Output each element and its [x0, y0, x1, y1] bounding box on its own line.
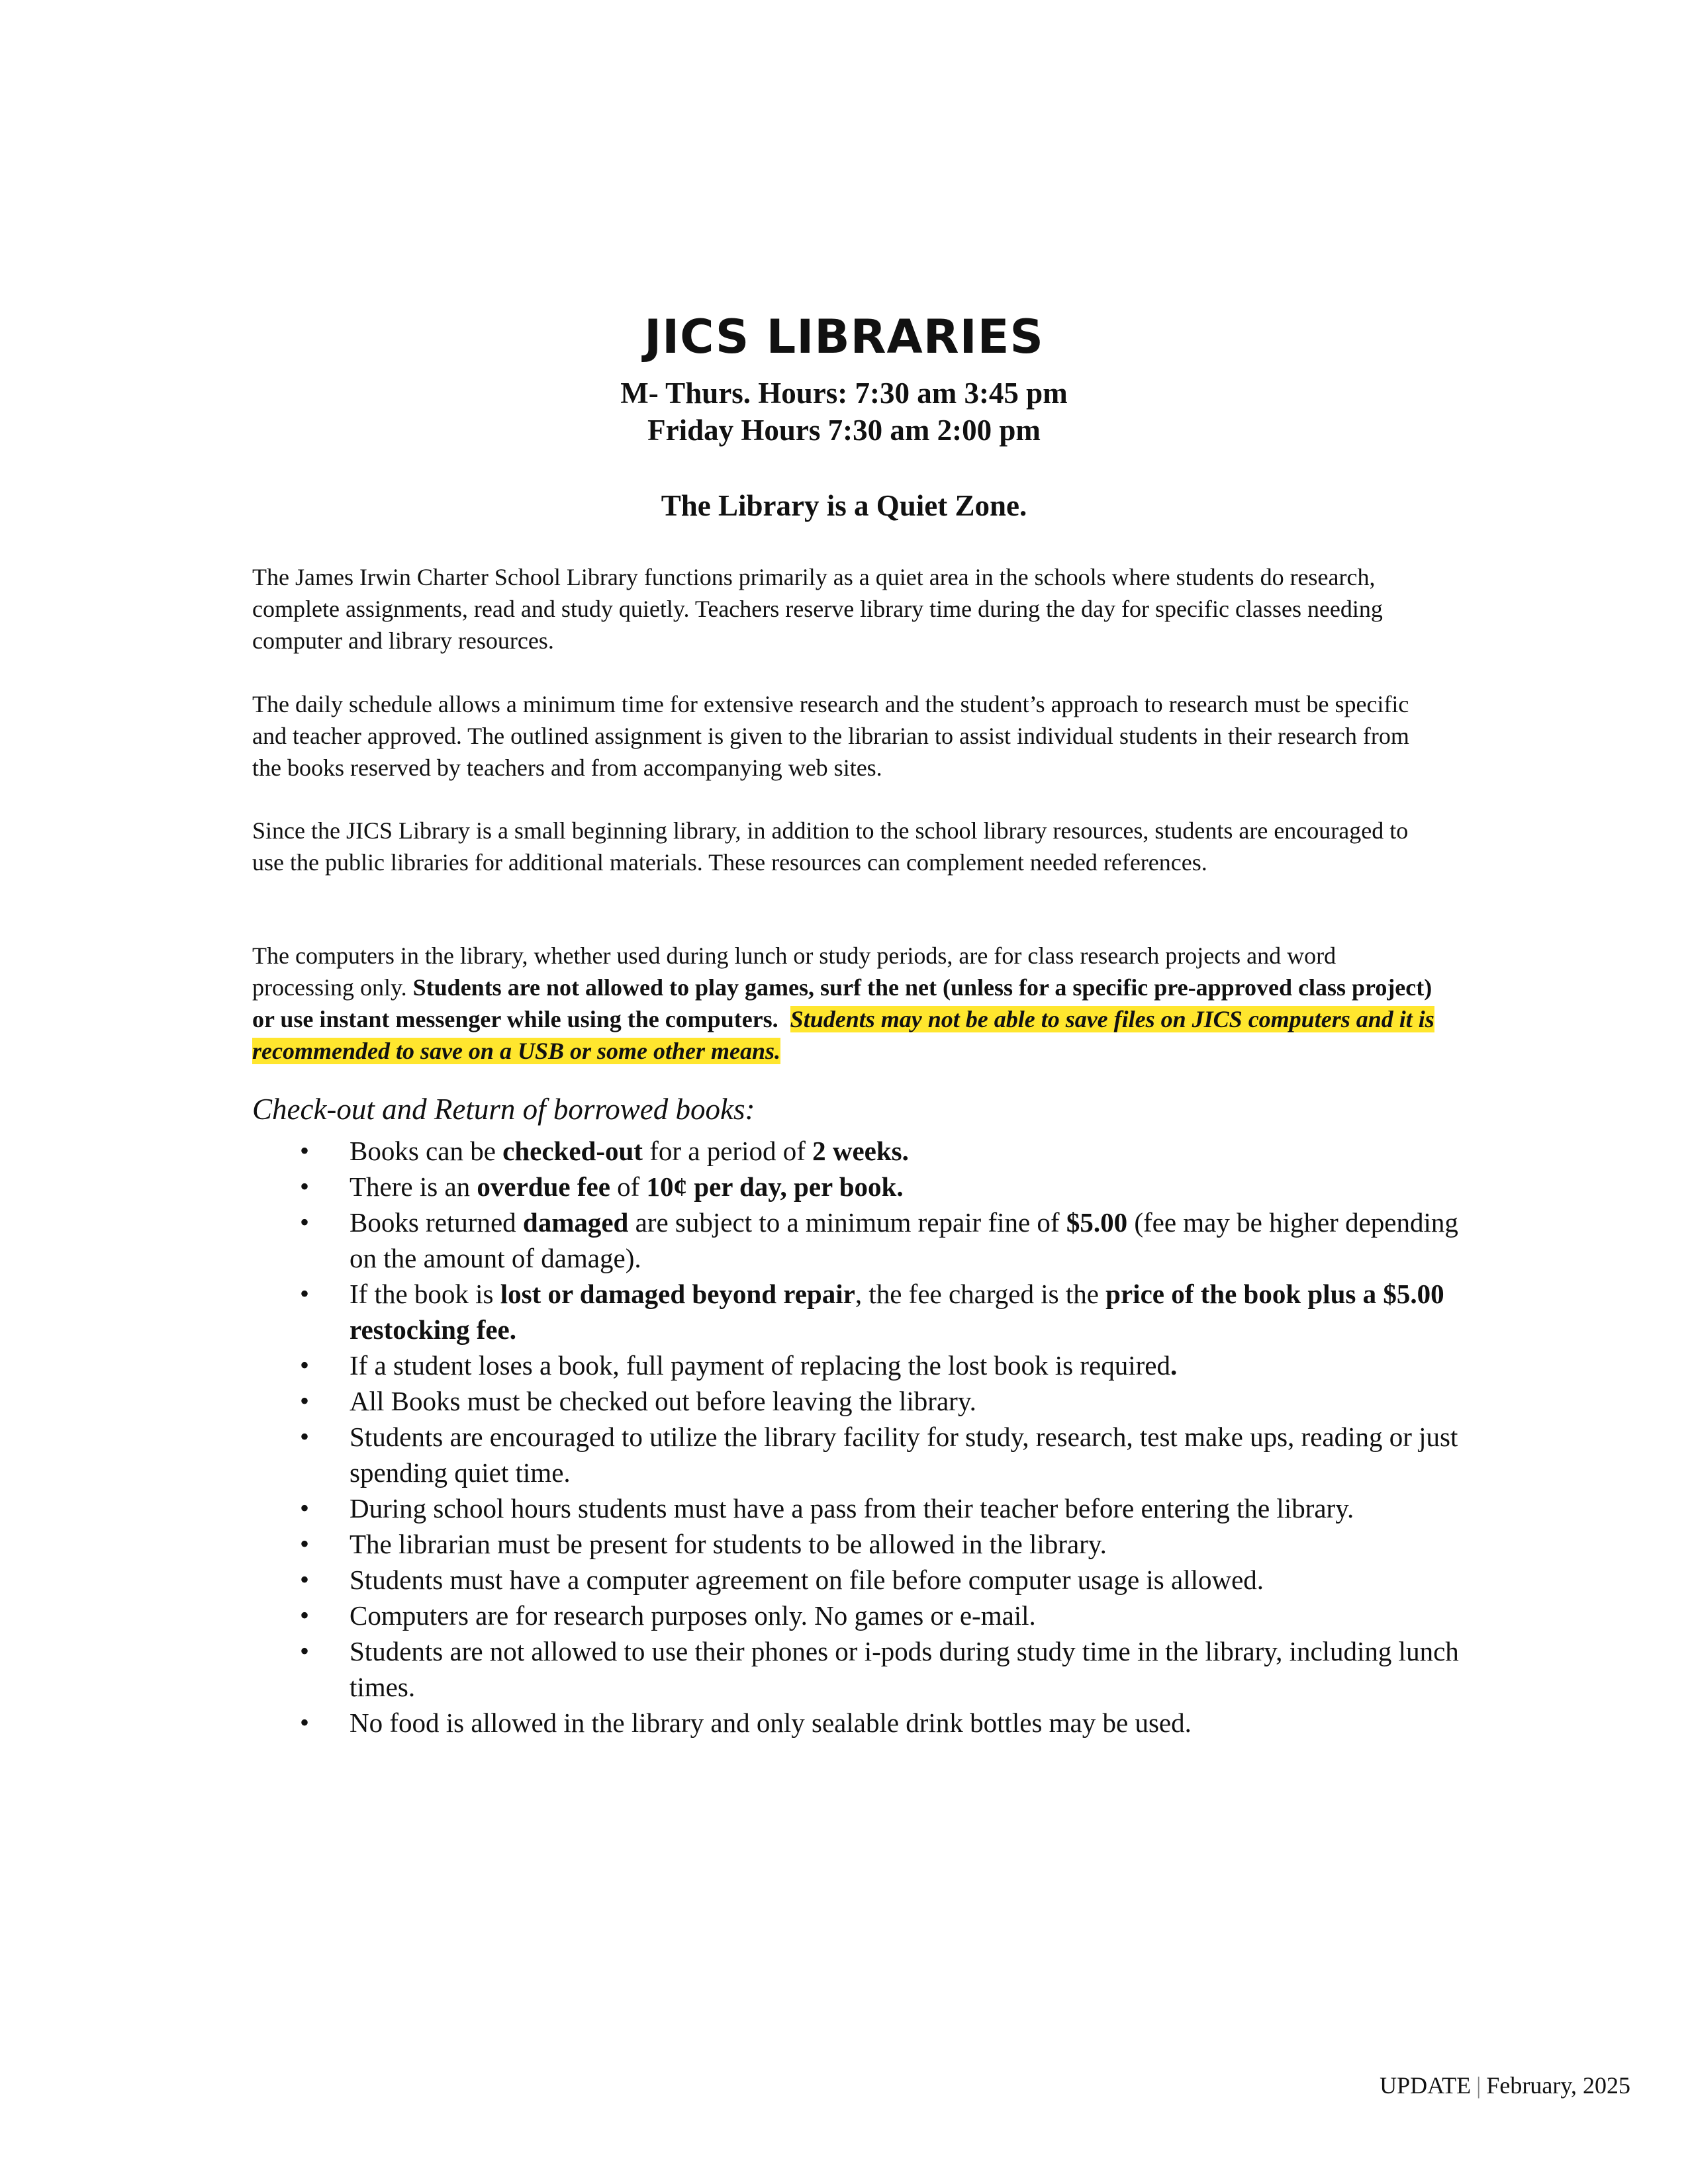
rule-text: Students are not allowed to use their phones or i-pods during study time in the library, including lunch times.: [350, 1636, 1459, 1702]
bullet-icon: •: [300, 1493, 310, 1523]
list-item: [300, 1562, 1465, 1598]
bullet-icon: •: [300, 1350, 310, 1380]
bullet-icon: •: [300, 1422, 310, 1451]
rule-text: are subject to a minimum repair fine of: [628, 1207, 1066, 1238]
rule-bold: price of the book plus a $5.00 restocking fee.: [350, 1279, 1444, 1345]
checkout-heading: Check-out and Return of borrowed books:: [252, 1093, 755, 1126]
rule-text: Books returned: [350, 1207, 523, 1238]
checkout-rules-list: [300, 1133, 1465, 1741]
rule-bold: 2 weeks.: [812, 1136, 909, 1166]
rule-text: for a period of: [642, 1136, 813, 1166]
rule-bold: lost or damaged beyond repair: [500, 1279, 855, 1309]
update-footer: [1380, 2071, 1630, 2099]
list-item: [300, 1419, 1465, 1490]
rule-text: All Books must be checked out before leaving the library.: [350, 1386, 976, 1416]
bullet-icon: •: [300, 1707, 310, 1737]
rule-text: If a student loses a book, full payment of replacing the lost book is required: [350, 1350, 1170, 1381]
save-files-highlight: Students may not be able to save files on JICS computers and it is recommended to save on a USB or some other means.: [252, 1006, 1434, 1064]
rule-text: No food is allowed in the library and only sealable drink bottles may be used.: [350, 1707, 1192, 1738]
bullet-icon: •: [300, 1171, 310, 1201]
computers-rules-bold: Students are not allowed to play games, surf the net (unless for a specific pre-approved class project) or use instant messenger while using the computers.: [252, 974, 1432, 1032]
list-item: [300, 1276, 1465, 1347]
list-item: [300, 1383, 1465, 1419]
rule-bold: $5.00: [1066, 1207, 1128, 1238]
rule-text: Students are encouraged to utilize the library facility for study, research, test make ups, reading or just spending quiet time.: [350, 1422, 1458, 1488]
rule-text: Students must have a computer agreement on file before computer usage is allowed.: [350, 1565, 1264, 1595]
intro-paragraph: The James Irwin Charter School Library functions primarily as a quiet area in the schools where students do research, complete assignments, read and study quietly. Teachers reserve library time during the day for specific classes needing computer and library resources.: [252, 564, 1383, 654]
rule-bold: damaged: [522, 1207, 629, 1238]
list-item: [300, 1133, 1465, 1169]
computers-paragraph: [252, 940, 1437, 1067]
rule-text: (fee may be higher depending on the amount of damage).: [350, 1207, 1458, 1273]
list-item: [300, 1526, 1465, 1562]
schedule-paragraph: The daily schedule allows a minimum time for extensive research and the student’s approach to research must be specific and teacher approved. The outlined assignment is given to the librarian to assist individual students in their research from the books reserved by teachers and from accompanying web sites.: [252, 691, 1409, 781]
list-item: [300, 1598, 1465, 1633]
rule-text: Computers are for research purposes only. No games or e-mail.: [350, 1600, 1036, 1631]
list-item: [300, 1205, 1465, 1276]
list-item: [300, 1347, 1465, 1383]
bullet-icon: •: [300, 1279, 310, 1308]
list-item: [300, 1633, 1465, 1705]
rule-text: , the fee charged is the: [855, 1279, 1106, 1309]
page-title: JICS LIBRARIES: [644, 310, 1044, 364]
friday-hours: Friday Hours 7:30 am 2:00 pm: [647, 414, 1041, 447]
rule-text: The librarian must be present for students to be allowed in the library.: [350, 1529, 1107, 1559]
rule-bold: checked-out: [502, 1136, 643, 1166]
bullet-icon: •: [300, 1136, 310, 1165]
update-label: UPDATE: [1380, 2072, 1472, 2099]
public-libraries-paragraph: Since the JICS Library is a small beginning library, in addition to the school library resources, students are encouraged to use the public libraries for additional materials. These resources can complement needed references.: [252, 817, 1409, 876]
weekday-hours: M- Thurs. Hours: 7:30 am 3:45 pm: [620, 377, 1068, 410]
rule-bold: .: [1170, 1350, 1178, 1381]
footer-separator: |: [1476, 2072, 1481, 2099]
computers-plain-text: The computers in the library, whether used during lunch or study periods, are for class research projects and word processing only.: [252, 942, 1336, 1001]
rule-text: During school hours students must have a pass from their teacher before entering the library.: [350, 1493, 1354, 1524]
rule-text: of: [610, 1171, 647, 1202]
list-item: [300, 1705, 1465, 1741]
rule-bold: 10¢ per day, per book.: [646, 1171, 904, 1202]
rule-text: There is an: [350, 1171, 477, 1202]
bullet-icon: •: [300, 1636, 310, 1666]
bullet-icon: •: [300, 1207, 310, 1237]
update-date: February, 2025: [1486, 2072, 1630, 2099]
rule-bold: overdue fee: [477, 1171, 610, 1202]
rule-text: If the book is: [350, 1279, 500, 1309]
rule-text: Books can be: [350, 1136, 503, 1166]
bullet-icon: •: [300, 1600, 310, 1630]
list-item: [300, 1169, 1465, 1205]
bullet-icon: •: [300, 1529, 310, 1559]
list-item: [300, 1490, 1465, 1526]
bullet-icon: •: [300, 1386, 310, 1416]
quiet-zone-heading: The Library is a Quiet Zone.: [661, 489, 1027, 522]
bullet-icon: •: [300, 1565, 310, 1594]
